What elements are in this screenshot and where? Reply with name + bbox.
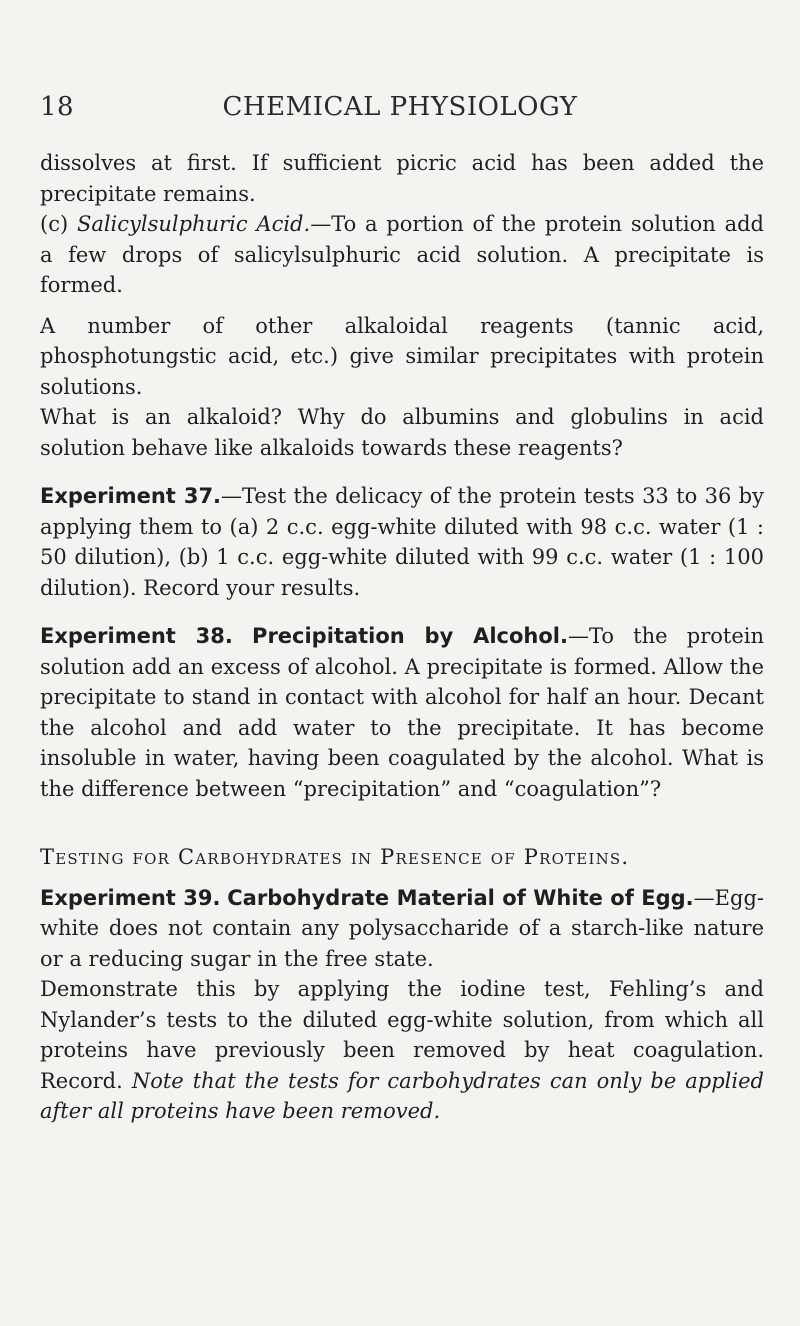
paragraph-text: Demonstrate this by applying the iodine test, Fehling’s and Nylander’s tests to the diluted egg-white solution, from which all proteins have previously been removed by heat coagulation. Record. bbox=[40, 977, 764, 1093]
paragraph-experiment-37 bbox=[40, 481, 764, 603]
subsection-marker: (c) bbox=[40, 212, 69, 236]
experiment-label: Experiment 39. bbox=[40, 885, 221, 910]
experiment-title: Precipitation by Alcohol. bbox=[252, 624, 568, 648]
paragraph-text: What is an alkaloid? Why do albumins and globulins in acid solution behave like alkaloids towards these reagents? bbox=[40, 405, 764, 460]
paragraph-alkaloid-question bbox=[40, 402, 764, 463]
paragraph-text: —Egg-white does not contain any polysaccharide of a starch-like nature or a reducing sugar in the free state. bbox=[40, 885, 764, 971]
experiment-label: Experiment 38. bbox=[40, 624, 233, 648]
experiment-title: Carbohydrate Material of White of Egg. bbox=[227, 885, 694, 910]
paragraph-picric-continuation bbox=[40, 148, 764, 209]
paragraph-demonstrate bbox=[40, 974, 764, 1127]
paragraph-salicylsulphuric bbox=[40, 209, 764, 301]
page-body bbox=[40, 148, 764, 1127]
running-title: CHEMICAL PHYSIOLOGY bbox=[222, 92, 578, 122]
subsection-title: Salicylsulphuric Acid. bbox=[76, 212, 311, 236]
paragraph-experiment-39 bbox=[40, 883, 764, 975]
italic-note: Note that the tests for carbohydrates can only be applied after all proteins have been removed. bbox=[40, 1068, 764, 1123]
paragraph-text: A number of other alkaloidal reagents (tannic acid, phosphotungstic acid, etc.) give similar precipitates with protein solutions. bbox=[40, 313, 764, 399]
paragraph-text: dissolves at first. If sufficient picric acid has been added the precipitate remains. bbox=[40, 151, 764, 206]
paragraph-alkaloidal-reagents bbox=[40, 311, 764, 403]
experiment-label: Experiment 37. bbox=[40, 484, 222, 508]
section-heading: Testing for Carbohydrates in Presence of Proteins. bbox=[40, 845, 630, 869]
paragraph-text: —To a portion of the protein solution add a few drops of salicylsulphuric acid solution. A precipitate is formed. bbox=[40, 212, 764, 297]
paragraph-text: —Test the delicacy of the protein tests 33 to 36 by applying them to (a) 2 c.c. egg-white diluted with 98 c.c. water (1 : 50 dilution), (b) 1 c.c. egg-white diluted with 99 c.c. water (1 : 100 dilution). Record your results. bbox=[40, 484, 764, 600]
paragraph-experiment-38 bbox=[40, 621, 764, 804]
paragraph-text: —To the protein solution add an excess of alcohol. A precipitate is formed. Allow the precipitate to stand in contact with alcohol for half an hour. Decant the alcohol and add water to the precipitate. It has become insoluble in water, having been coagulated by the alcohol. What is the difference between “precipitation” and “coagulation”? bbox=[40, 624, 764, 801]
page-number: 18 bbox=[40, 92, 75, 122]
